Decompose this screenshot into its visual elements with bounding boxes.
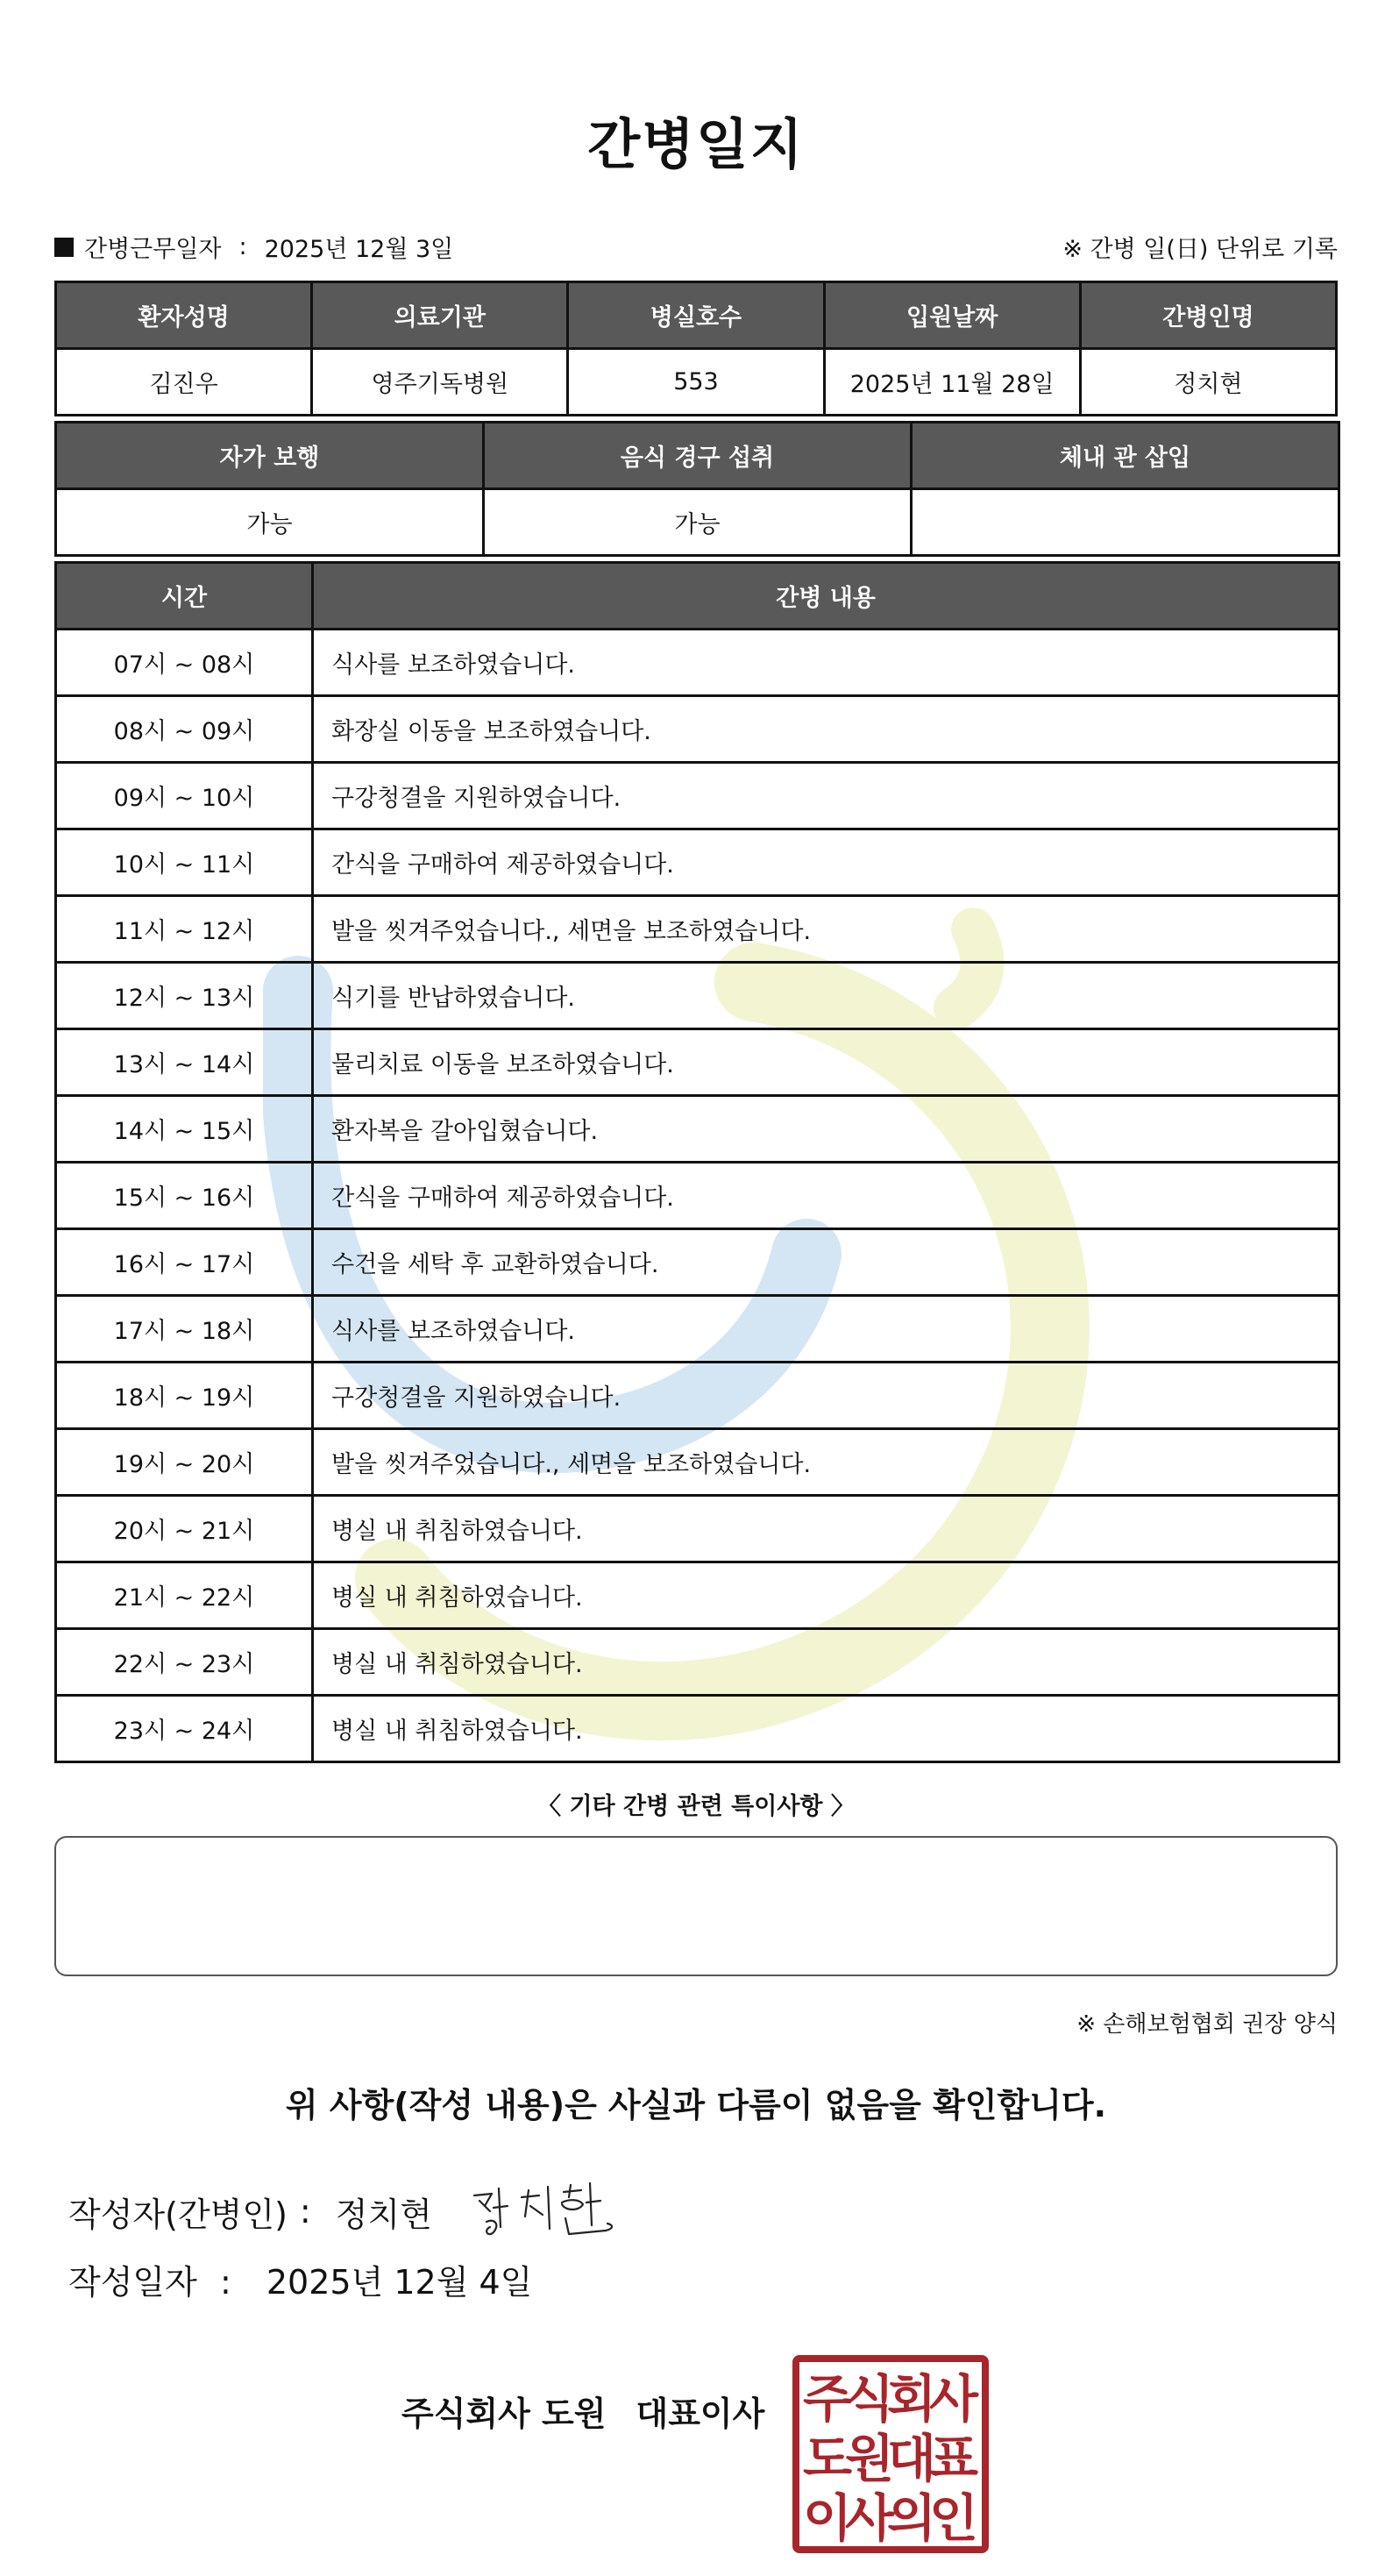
table-row (56, 1629, 1339, 1696)
writer-line (68, 2176, 616, 2246)
time-slot: 23시 ~ 24시 (56, 1696, 313, 1762)
time-slot: 08시 ~ 09시 (56, 696, 313, 763)
header-room-number: 병실호수 (568, 282, 824, 349)
table-row (56, 1562, 1339, 1629)
time-slot: 07시 ~ 08시 (56, 630, 313, 696)
time-slot: 15시 ~ 16시 (56, 1163, 313, 1229)
writer-name: 정치현 (335, 2195, 432, 2234)
patient-info-value-row (56, 349, 1337, 416)
care-content: 병실 내 취침하였습니다. (313, 1629, 1339, 1696)
handwritten-signature (467, 2176, 616, 2246)
table-row (56, 963, 1339, 1029)
svg-text:의: 의 (886, 2488, 937, 2548)
time-slot: 14시 ~ 15시 (56, 1096, 313, 1163)
care-content: 식기를 반납하였습니다. (313, 963, 1339, 1029)
time-slot: 12시 ~ 13시 (56, 963, 313, 1029)
table-row (56, 1496, 1339, 1562)
time-slot: 21시 ~ 22시 (56, 1562, 313, 1629)
work-date (54, 230, 453, 264)
svg-text:인: 인 (928, 2488, 979, 2548)
square-bullet-icon (54, 238, 74, 257)
svg-text:도: 도 (802, 2429, 853, 2488)
written-date-label: 작성일자 (68, 2263, 197, 2302)
header-hospital: 의료기관 (312, 282, 568, 349)
table-row (56, 1696, 1339, 1762)
record-note: ※ 간병 일(日) 단위로 기록 (1062, 236, 1338, 263)
care-content: 식사를 보조하였습니다. (313, 1296, 1339, 1363)
svg-text:표: 표 (928, 2429, 979, 2488)
svg-text:사: 사 (844, 2488, 895, 2548)
patient-info-header-row (56, 282, 1337, 349)
time-slot: 18시 ~ 19시 (56, 1363, 313, 1429)
table-row (56, 763, 1339, 829)
time-slot: 11시 ~ 12시 (56, 896, 313, 963)
written-date-value: 2025년 12월 4일 (266, 2263, 533, 2302)
room-number: 553 (568, 349, 824, 416)
time-slot: 09시 ~ 10시 (56, 763, 313, 829)
svg-text:사: 사 (928, 2369, 979, 2429)
header-caregiver-name: 간병인명 (1080, 282, 1336, 349)
care-content: 발을 씻겨주었습니다., 세면을 보조하였습니다. (313, 1429, 1339, 1496)
care-content: 병실 내 취침하였습니다. (313, 1496, 1339, 1562)
svg-text:대: 대 (886, 2429, 937, 2488)
document-title: 간병일지 (587, 112, 805, 176)
care-log-table (54, 561, 1340, 1763)
svg-text:주: 주 (802, 2369, 853, 2429)
work-date-separator: : (238, 233, 247, 260)
svg-text:원: 원 (844, 2429, 895, 2488)
self-walking-value: 가능 (56, 489, 484, 556)
time-slot: 20시 ~ 21시 (56, 1496, 313, 1562)
table-row (56, 696, 1339, 763)
work-date-label: 간병근무일자 (84, 236, 222, 263)
status-value-row (56, 489, 1339, 556)
header-oral-intake: 음식 경구 섭취 (484, 423, 912, 489)
care-content: 병실 내 취침하였습니다. (313, 1562, 1339, 1629)
care-content: 물리치료 이동을 보조하였습니다. (313, 1029, 1339, 1096)
patient-status-table (54, 421, 1340, 557)
oral-intake-value: 가능 (484, 489, 912, 556)
work-date-value: 2025년 12월 3일 (264, 236, 454, 263)
table-row (56, 829, 1339, 896)
written-date-separator: : (219, 2263, 231, 2302)
written-date-line (68, 2255, 532, 2303)
writer-label: 작성자(간병인) (68, 2195, 288, 2234)
header-time: 시간 (56, 563, 313, 630)
admission-date: 2025년 11월 28일 (824, 349, 1080, 416)
patient-info-table (54, 281, 1338, 416)
hospital-name: 영주기독병원 (312, 349, 568, 416)
svg-text:식: 식 (844, 2369, 895, 2429)
form-source-note: ※ 손해보험협회 권장 양식 (1076, 2011, 1338, 2038)
table-row (56, 896, 1339, 963)
table-row (56, 630, 1339, 696)
writer-separator: : (299, 2192, 311, 2231)
table-row (56, 1429, 1339, 1496)
company-name: 주식회사 도원 (401, 2395, 607, 2433)
svg-text:회: 회 (886, 2369, 937, 2429)
care-content: 식사를 보조하였습니다. (313, 630, 1339, 696)
table-row (56, 1029, 1339, 1096)
time-slot: 22시 ~ 23시 (56, 1629, 313, 1696)
table-row (56, 1229, 1339, 1296)
status-header-row (56, 423, 1339, 489)
care-content: 발을 씻겨주었습니다., 세면을 보조하였습니다. (313, 896, 1339, 963)
header-patient-name: 환자성명 (56, 282, 312, 349)
svg-text:이: 이 (802, 2488, 853, 2548)
care-content: 간식을 구매하여 제공하였습니다. (313, 1163, 1339, 1229)
care-content: 수건을 세탁 후 교환하였습니다. (313, 1229, 1339, 1296)
remarks-label: 〈 기타 간병 관련 특이사항 〉 (537, 1793, 855, 1820)
care-log-body (56, 630, 1339, 1762)
caregiver-name: 정치현 (1080, 349, 1336, 416)
time-slot: 10시 ~ 11시 (56, 829, 313, 896)
company-line (401, 2387, 764, 2435)
table-row (56, 1096, 1339, 1163)
care-content: 화장실 이동을 보조하였습니다. (313, 696, 1339, 763)
tube-insertion-value (912, 489, 1339, 556)
remarks-box (54, 1836, 1338, 1976)
table-row (56, 1163, 1339, 1229)
care-content: 환자복을 갈아입혔습니다. (313, 1096, 1339, 1163)
table-row (56, 1363, 1339, 1429)
time-slot: 19시 ~ 20시 (56, 1429, 313, 1496)
patient-name: 김진우 (56, 349, 312, 416)
time-slot: 17시 ~ 18시 (56, 1296, 313, 1363)
header-care-content: 간병 내용 (313, 563, 1339, 630)
time-slot: 16시 ~ 17시 (56, 1229, 313, 1296)
care-content: 간식을 구매하여 제공하였습니다. (313, 829, 1339, 896)
meta-row (54, 230, 1338, 265)
care-content: 구강청결을 지원하였습니다. (313, 1363, 1339, 1429)
header-admission-date: 입원날짜 (824, 282, 1080, 349)
care-content: 구강청결을 지원하였습니다. (313, 763, 1339, 829)
care-log-header-row (56, 563, 1339, 630)
header-tube-insertion: 체내 관 삽입 (912, 423, 1339, 489)
company-seal-stamp (792, 2355, 989, 2553)
time-slot: 13시 ~ 14시 (56, 1029, 313, 1096)
table-row (56, 1296, 1339, 1363)
header-self-walking: 자가 보행 (56, 423, 484, 489)
confirmation-statement: 위 사항(작성 내용)은 사실과 다름이 없음을 확인합니다. (285, 2086, 1107, 2124)
company-role: 대표이사 (636, 2395, 765, 2433)
care-content: 병실 내 취침하였습니다. (313, 1696, 1339, 1762)
